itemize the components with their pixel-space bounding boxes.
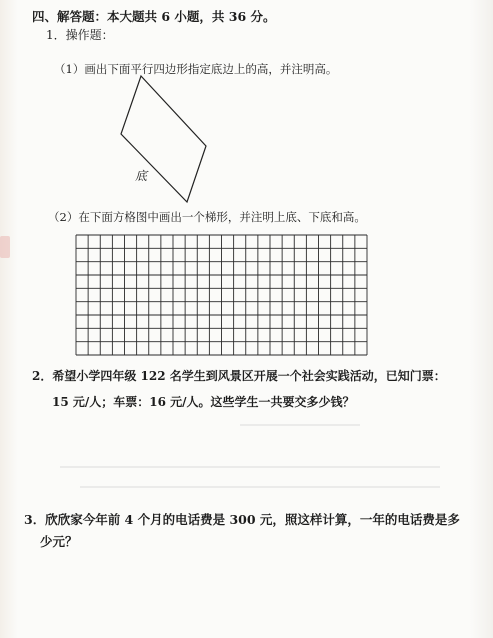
- parallelogram-figure: [121, 76, 206, 202]
- question-1-title: 1．操作题：: [46, 28, 114, 42]
- question-3-line-1: 3．欣欣家今年前 4 个月的电话费是 300 元，照这样计算，一年的电话费是多: [24, 512, 460, 527]
- section-title: 四、解答题：本大题共 6 小题，共 36 分。: [32, 9, 276, 24]
- bleed-through-mark: [60, 466, 440, 468]
- square-grid: [76, 235, 367, 355]
- question-1-part-1: （1）画出下面平行四边形指定底边上的高，并注明高。: [54, 62, 338, 76]
- question-2-line-2: 15 元/人；车票：16 元/人。这些学生一共要交多少钱？: [52, 395, 355, 409]
- question-1-part-2: （2）在下面方格图中画出一个梯形，并注明上底、下底和高。: [48, 210, 366, 224]
- bleed-through-mark: [80, 486, 440, 488]
- question-2-line-1: 2．希望小学四年级 122 名学生到风景区开展一个社会实践活动，已知门票：: [32, 369, 446, 383]
- question-3-line-2: 少元？: [40, 534, 78, 549]
- bleed-through-mark: [240, 424, 360, 426]
- parallelogram-base-label: 底: [135, 169, 148, 183]
